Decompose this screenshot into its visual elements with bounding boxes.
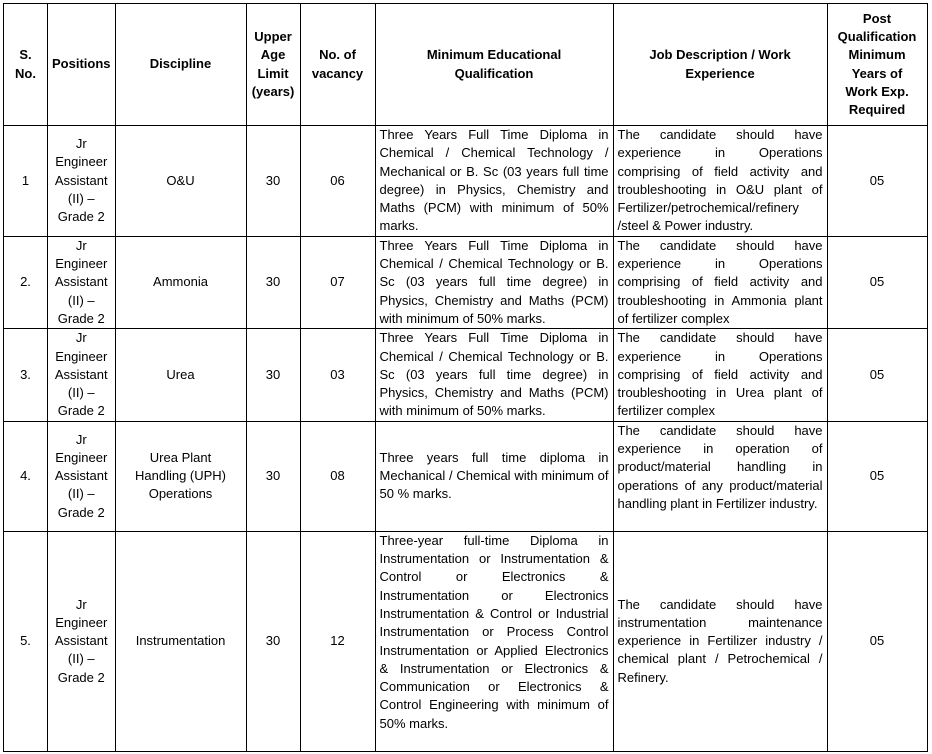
- cell-age: 30: [246, 126, 300, 237]
- cell-qualification: Three-year full-time Diploma in Instrumentation or Instrumentation & Control or Electronics & Instrumentation or Electronics Instrumentation & Control or Industrial Instrumentation or Process Control Instrumentation or Applied Electronics & Instrumentation or Electronics & Communication or Electronics & Control Engineering with minimum of 50% marks.: [375, 531, 613, 751]
- cell-age: 30: [246, 236, 300, 328]
- cell-age: 30: [246, 329, 300, 421]
- header-row: [4, 4, 928, 126]
- cell-sno: 2.: [4, 236, 48, 328]
- cell-discipline: Ammonia: [115, 236, 246, 328]
- header-vacancy: No. of vacancy: [300, 4, 375, 126]
- header-positions: Positions: [48, 4, 116, 126]
- cell-position: Jr Engineer Assistant (II) – Grade 2: [48, 329, 116, 421]
- table-row: [4, 531, 928, 751]
- cell-experience: 05: [827, 236, 927, 328]
- header-qualification: Minimum Educational Qualification: [375, 4, 613, 126]
- cell-position: Jr Engineer Assistant (II) – Grade 2: [48, 421, 116, 531]
- cell-experience: 05: [827, 329, 927, 421]
- cell-vacancy: 06: [300, 126, 375, 237]
- cell-experience: 05: [827, 126, 927, 237]
- header-sno: S. No.: [4, 4, 48, 126]
- cell-position: Jr Engineer Assistant (II) – Grade 2: [48, 126, 116, 237]
- cell-age: 30: [246, 421, 300, 531]
- cell-job-description: The candidate should have experience in operation of product/material handling in operations of any product/material handling plant in Fertilizer industry.: [613, 421, 827, 531]
- cell-vacancy: 12: [300, 531, 375, 751]
- cell-age: 30: [246, 531, 300, 751]
- cell-sno: 3.: [4, 329, 48, 421]
- header-age-limit: Upper Age Limit (years): [246, 4, 300, 126]
- cell-sno: 4.: [4, 421, 48, 531]
- cell-discipline: Urea: [115, 329, 246, 421]
- cell-qualification: Three Years Full Time Diploma in Chemical / Chemical Technology / Mechanical or B. Sc (03 years full time degree) in Physics, Chemistry and Maths (PCM) with minimum of 50% marks.: [375, 126, 613, 237]
- cell-sno: 1: [4, 126, 48, 237]
- cell-position: Jr Engineer Assistant (II) – Grade 2: [48, 531, 116, 751]
- table-row: [4, 126, 928, 237]
- table-row: [4, 421, 928, 531]
- header-discipline: Discipline: [115, 4, 246, 126]
- cell-job-description: The candidate should have experience in Operations comprising of field activity and troubleshooting in Ammonia plant of fertilizer complex: [613, 236, 827, 328]
- header-experience: Post Qualification Minimum Years of Work Exp. Required: [827, 4, 927, 126]
- cell-job-description: The candidate should have experience in Operations comprising of field activity and troubleshooting in Urea plant of fertilizer complex: [613, 329, 827, 421]
- cell-experience: 05: [827, 421, 927, 531]
- cell-job-description: The candidate should have experience in Operations comprising of field activity and troubleshooting in O&U plant of Fertilizer/petrochemical/refinery /steel & Power industry.: [613, 126, 827, 237]
- cell-vacancy: 07: [300, 236, 375, 328]
- cell-experience: 05: [827, 531, 927, 751]
- cell-qualification: Three Years Full Time Diploma in Chemical / Chemical Technology or B. Sc (03 years full time degree) in Physics, Chemistry and Maths (PCM) with minimum of 50% marks.: [375, 236, 613, 328]
- vacancy-table: [3, 3, 928, 752]
- cell-discipline: O&U: [115, 126, 246, 237]
- cell-job-description: The candidate should have instrumentation maintenance experience in Fertilizer industry / chemical plant / Petrochemical / Refinery.: [613, 531, 827, 751]
- cell-sno: 5.: [4, 531, 48, 751]
- cell-qualification: Three years full time diploma in Mechanical / Chemical with minimum of 50 % marks.: [375, 421, 613, 531]
- table-row: [4, 236, 928, 328]
- cell-discipline: Urea Plant Handling (UPH) Operations: [115, 421, 246, 531]
- table-row: [4, 329, 928, 421]
- cell-position: Jr Engineer Assistant (II) – Grade 2: [48, 236, 116, 328]
- cell-vacancy: 08: [300, 421, 375, 531]
- cell-qualification: Three Years Full Time Diploma in Chemical / Chemical Technology or B. Sc (03 years full time degree) in Physics, Chemistry and Maths (PCM) with minimum of 50% marks.: [375, 329, 613, 421]
- header-job-description: Job Description / Work Experience: [613, 4, 827, 126]
- cell-discipline: Instrumentation: [115, 531, 246, 751]
- cell-vacancy: 03: [300, 329, 375, 421]
